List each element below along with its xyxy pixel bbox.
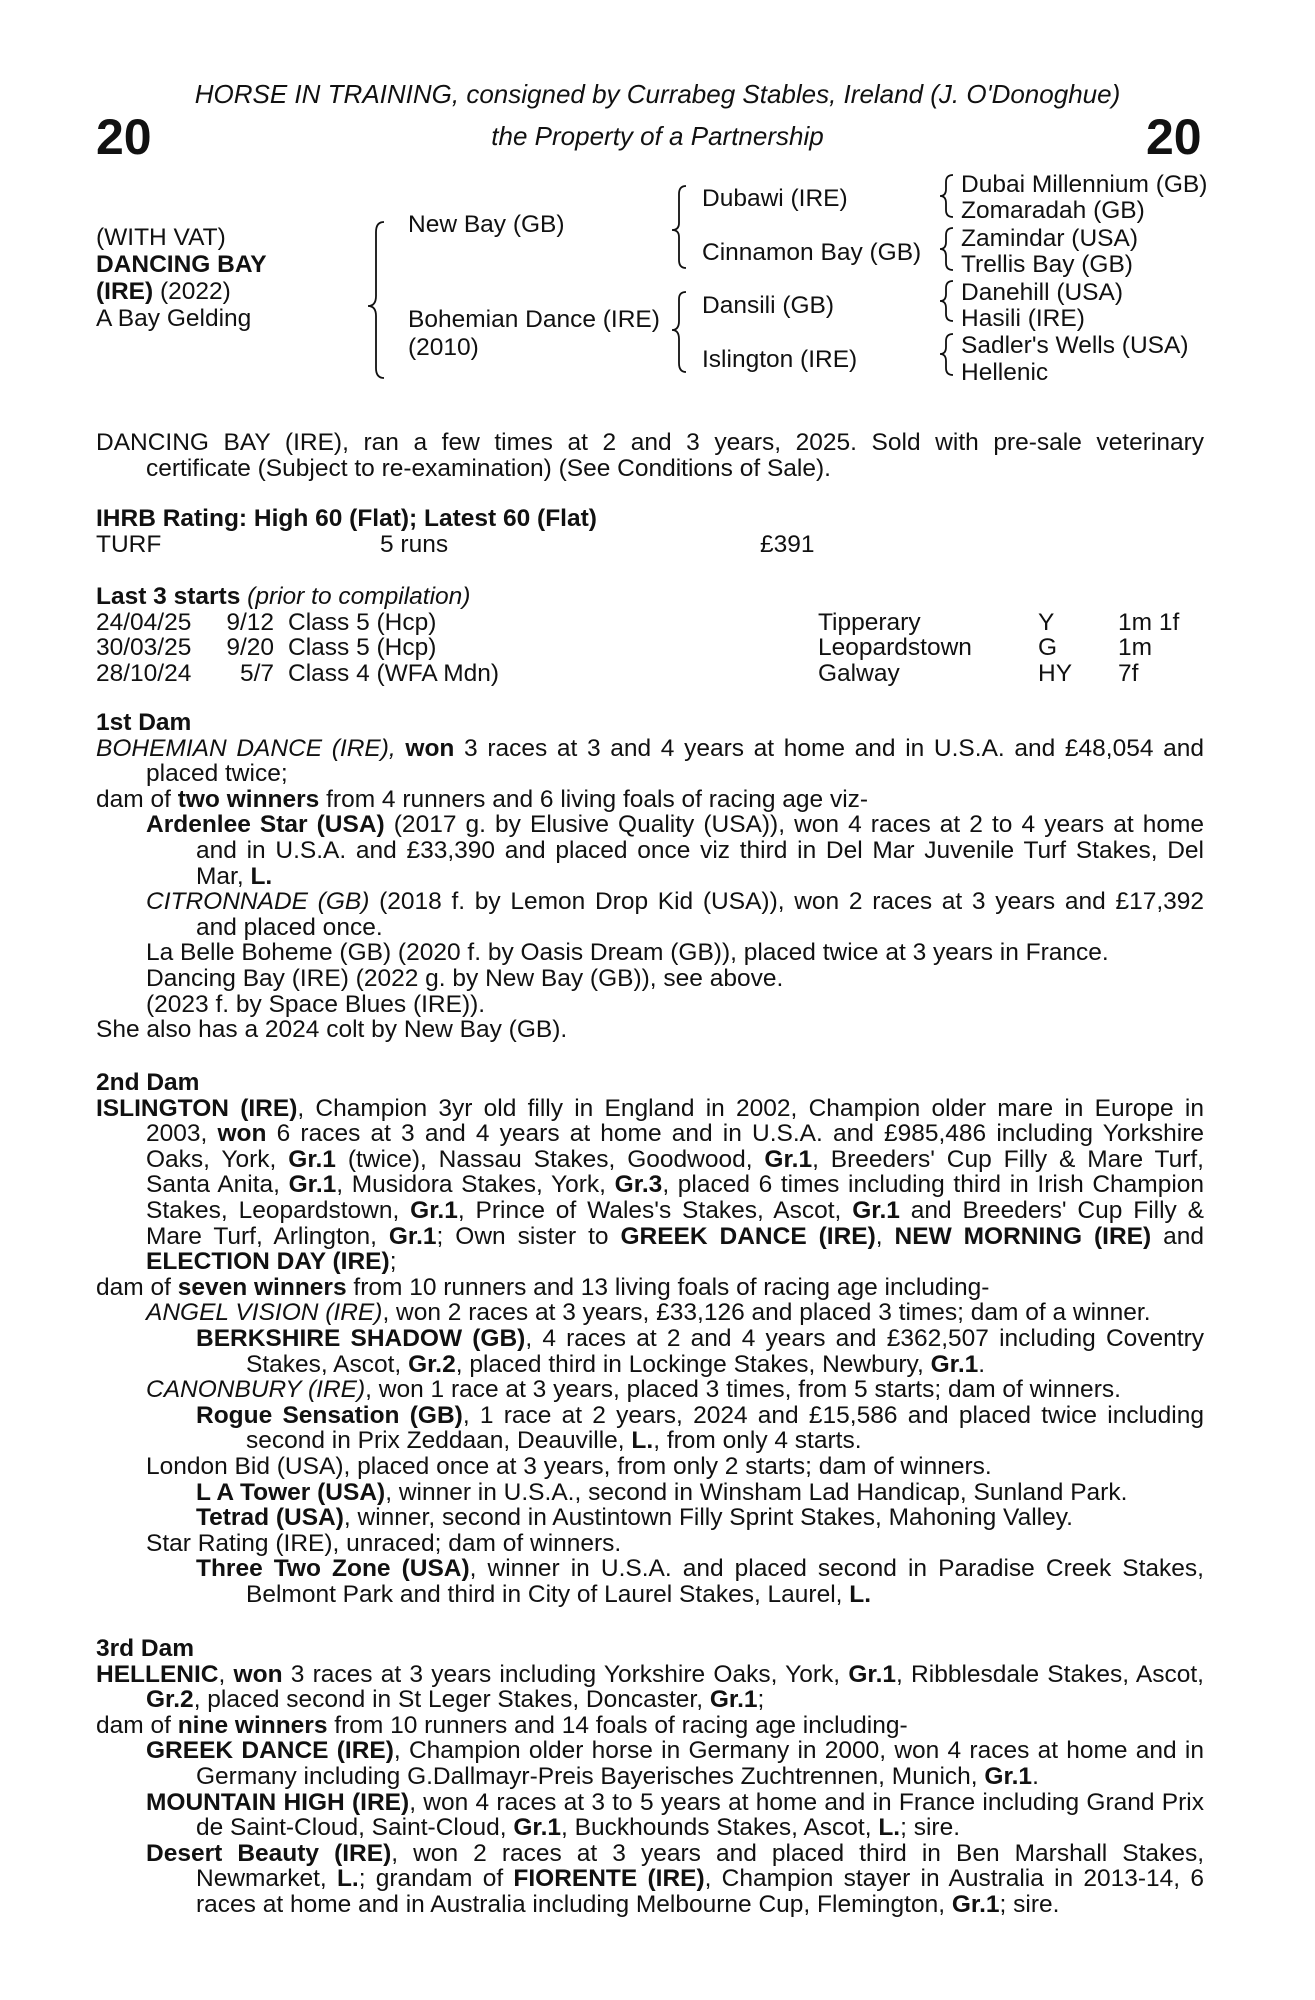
produce-tetrad: Tetrad (USA), winner, second in Austintown Filly Sprint Stakes, Mahoning Valley.	[196, 1504, 1073, 1532]
dam-name: BOHEMIAN DANCE (IRE),	[96, 734, 396, 762]
start-dist: 1m 1f	[1118, 608, 1180, 636]
produce-greek-dance: GREEK DANCE (IRE), Champion older horse in Germany in 2000, won 4 races at home and in Germany including G.Dallmayr-Preis Bayerisches Zuchtrennen, Munich, Gr.1.	[146, 1737, 1204, 1790]
produce-london-bid: London Bid (USA), placed once at 3 years, from only 2 starts; dam of winners.	[146, 1452, 992, 1480]
start-going: G	[1038, 634, 1058, 662]
rating-surface: TURF	[96, 530, 162, 558]
second-dam-section	[96, 1070, 1204, 1607]
pedigree-sdd: Trellis Bay (GB)	[961, 251, 1133, 278]
start-cls: Class 5 (Hcp)	[288, 634, 437, 662]
produce-ardenlee-star: Ardenlee Star (USA) (2017 g. by Elusive Quality (USA)), won 4 races at 2 to 4 years at home and in U.S.A. and £33,390 and placed once viz third in Del Mar Juvenile Turf Stakes, Del Mar, L.	[146, 811, 1204, 890]
dam-record: 3 races at 3 and 4 years at home and in U.S.A. and £48,054 and placed twice;	[146, 734, 1204, 788]
pedigree-dss: Danehill (USA)	[961, 279, 1124, 306]
start-row	[96, 610, 1204, 636]
property-line: the Property of a Partnership	[491, 121, 824, 151]
start-cls: Class 4 (WFA Mdn)	[288, 659, 500, 687]
vat-note: (WITH VAT)	[96, 224, 226, 251]
start-dist: 7f	[1118, 659, 1139, 687]
start-dist: 1m	[1118, 634, 1153, 662]
pedigree-sire-dam: Cinnamon Bay (GB)	[702, 239, 922, 266]
pedigree-ssd: Zomaradah (GB)	[961, 197, 1145, 224]
rating-row	[96, 532, 1204, 558]
start-course: Leopardstown	[818, 634, 972, 662]
start-pos: 9/12	[226, 608, 274, 636]
pedigree-sds: Zamindar (USA)	[961, 225, 1138, 252]
produce-rogue-sensation: Rogue Sensation (GB), 1 race at 2 years, 2024 and £15,586 and placed twice including second in Prix Zeddaan, Deauville, L., from only 4 starts.	[196, 1401, 1204, 1455]
second-dam-summary: ISLINGTON (IRE), Champion 3yr old filly in England in 2002, Champion older mare in Europe in 2003, won 6 races at 3 and 4 years at home and in U.S.A. and £985,486 including Yorkshire Oaks, York, Gr.1 (twice), Nassau Stakes, Goodwood, Gr.1, Breeders' Cup Filly & Mare Turf, Santa Anita, Gr.1, Musidora Stakes, York, Gr.3, placed 6 times including third in Irish Champion Stakes, Leopardstown, Gr.1, Prince of Wales's Stakes, Ascot, Gr.1 and Breeders' Cup Filly & Mare Turf, Arlington, Gr.1; Own sister to GREEK DANCE (IRE), NEW MORNING (IRE) and ELECTION DAY (IRE);	[96, 1094, 1205, 1276]
pedigree-dam-sire: Dansili (GB)	[702, 292, 835, 319]
start-date: 24/04/25	[96, 608, 192, 636]
produce-star-rating: Star Rating (IRE), unraced; dam of winners.	[146, 1529, 622, 1557]
produce-citronnade: CITRONNADE (GB) (2018 f. by Lemon Drop Kid (USA)), won 2 races at 3 years and £17,392 and placed once.	[146, 888, 1205, 941]
start-row	[96, 635, 1204, 661]
start-date: 30/03/25	[96, 634, 192, 662]
produce-la-tower: L A Tower (USA), winner in U.S.A., second in Winsham Lad Handicap, Sunland Park.	[196, 1478, 1128, 1506]
produce-three-two-zone: Three Two Zone (USA), winner in U.S.A. and placed second in Paradise Creek Stakes, Belmont Park and third in City of Laurel Stakes, Laurel, L.	[196, 1555, 1204, 1608]
produce-berkshire-shadow: BERKSHIRE SHADOW (GB), 4 races at 2 and 4 years and £362,507 including Coventry Stakes, Ascot, Gr.2, placed third in Lockinge Stakes, Newbury, Gr.1.	[196, 1324, 1204, 1378]
start-date: 28/10/24	[96, 659, 192, 687]
consignor-line: HORSE IN TRAINING, consigned by Currabeg Stables, Ireland (J. O'Donoghue)	[194, 79, 1121, 109]
lot-number-right: 20	[1146, 109, 1202, 165]
summary-paragraph	[96, 430, 1204, 481]
summary-line2: certificate (Subject to re-examination) (See Conditions of Sale).	[146, 454, 831, 482]
produce-canonbury: CANONBURY (IRE), won 1 race at 3 years, placed 3 times, from 5 starts; dam of winners.	[146, 1376, 1121, 1404]
pedigree-dam-year: (2010)	[408, 334, 479, 361]
third-dam-summary: HELLENIC, won 3 races at 3 years including Yorkshire Oaks, York, Gr.1, Ribblesdale Stakes, Ascot, Gr.2, placed second in St Leger Stakes, Doncaster, Gr.1;	[96, 1660, 1204, 1714]
starts-title: Last 3 starts	[96, 583, 241, 610]
produce-dancing-bay: Dancing Bay (IRE) (2022 g. by New Bay (GB)), see above.	[146, 964, 784, 992]
produce-desert-beauty: Desert Beauty (IRE), won 2 races at 3 years and placed third in Ben Marshall Stakes, Newmarket, L.; grandam of FIORENTE (IRE), Champion stayer in Australia in 2013-14, 6 races at home and in Australia including Melbourne Cup, Flemington, Gr.1; sire.	[146, 1839, 1204, 1918]
third-dam-produce: dam of nine winners from 10 runners and 14 foals of racing age including-	[96, 1711, 908, 1739]
start-course: Tipperary	[818, 608, 921, 636]
starts-table	[96, 610, 1204, 687]
produce-2024-colt: She also has a 2024 colt by New Bay (GB).	[96, 1016, 568, 1044]
rating-block	[96, 506, 1204, 557]
summary-line1: DANCING BAY (IRE), ran a few times at 2 and 3 years, 2025. Sold with pre-sale veterinary	[96, 429, 1204, 456]
first-dam-summary	[96, 736, 1204, 787]
second-dam-produce: dam of seven winners from 10 runners and 13 living foals of racing age including-	[96, 1273, 990, 1301]
first-dam-title: 1st Dam	[96, 709, 192, 736]
pedigree-sss: Dubai Millennium (GB)	[961, 171, 1208, 198]
start-pos: 5/7	[239, 659, 274, 687]
pedigree-sire: New Bay (GB)	[408, 211, 565, 238]
third-dam-title: 3rd Dam	[96, 1635, 195, 1662]
first-dam-produce: dam of two winners from 4 runners and 6 living foals of racing age viz-	[96, 785, 869, 813]
lot-number-left: 20	[96, 109, 152, 165]
second-dam-title: 2nd Dam	[96, 1069, 200, 1096]
rating-title: IHRB Rating: High 60 (Flat); Latest 60 (Flat)	[96, 505, 597, 532]
starts-note: (prior to compilation)	[240, 583, 471, 610]
pedigree-dam-dam: Islington (IRE)	[702, 346, 858, 373]
produce-la-belle-boheme: La Belle Boheme (GB) (2020 f. by Oasis Dream (GB)), placed twice at 3 years in France.	[146, 939, 1109, 967]
start-pos: 9/20	[226, 634, 274, 662]
rating-prize: £391	[760, 530, 815, 558]
pedigree-ddd: Hellenic	[961, 359, 1049, 386]
produce-mountain-high: MOUNTAIN HIGH (IRE), won 4 races at 3 to 5 years at home and in France including Grand Prix de Saint-Cloud, Saint-Cloud, Gr.1, Buckhounds Stakes, Ascot, L.; sire.	[146, 1788, 1205, 1842]
horse-name: DANCING BAY	[96, 251, 267, 278]
start-cls: Class 5 (Hcp)	[288, 608, 437, 636]
start-going: HY	[1038, 659, 1073, 687]
pedigree-dsd: Hasili (IRE)	[961, 305, 1085, 332]
rating-runs: 5 runs	[380, 530, 449, 558]
horse-year: (2022)	[153, 278, 231, 305]
first-dam-section	[96, 710, 1204, 1043]
start-row	[96, 661, 1204, 687]
produce-2023-filly: (2023 f. by Space Blues (IRE)).	[146, 990, 486, 1018]
pedigree-sire-sire: Dubawi (IRE)	[702, 185, 848, 212]
starts-block	[96, 584, 1204, 686]
pedigree-dds: Sadler's Wells (USA)	[961, 332, 1189, 359]
horse-country: (IRE)	[96, 278, 154, 305]
third-dam-section	[96, 1636, 1204, 1918]
start-course: Galway	[818, 659, 900, 687]
start-going: Y	[1038, 608, 1055, 636]
horse-description: A Bay Gelding	[96, 305, 252, 332]
starts-heading	[96, 584, 1204, 610]
produce-angel-vision: ANGEL VISION (IRE), won 2 races at 3 years, £33,126 and placed 3 times; dam of a winner.	[146, 1299, 1151, 1327]
pedigree-dam: Bohemian Dance (IRE)	[408, 306, 660, 333]
won-text: won	[405, 734, 455, 762]
